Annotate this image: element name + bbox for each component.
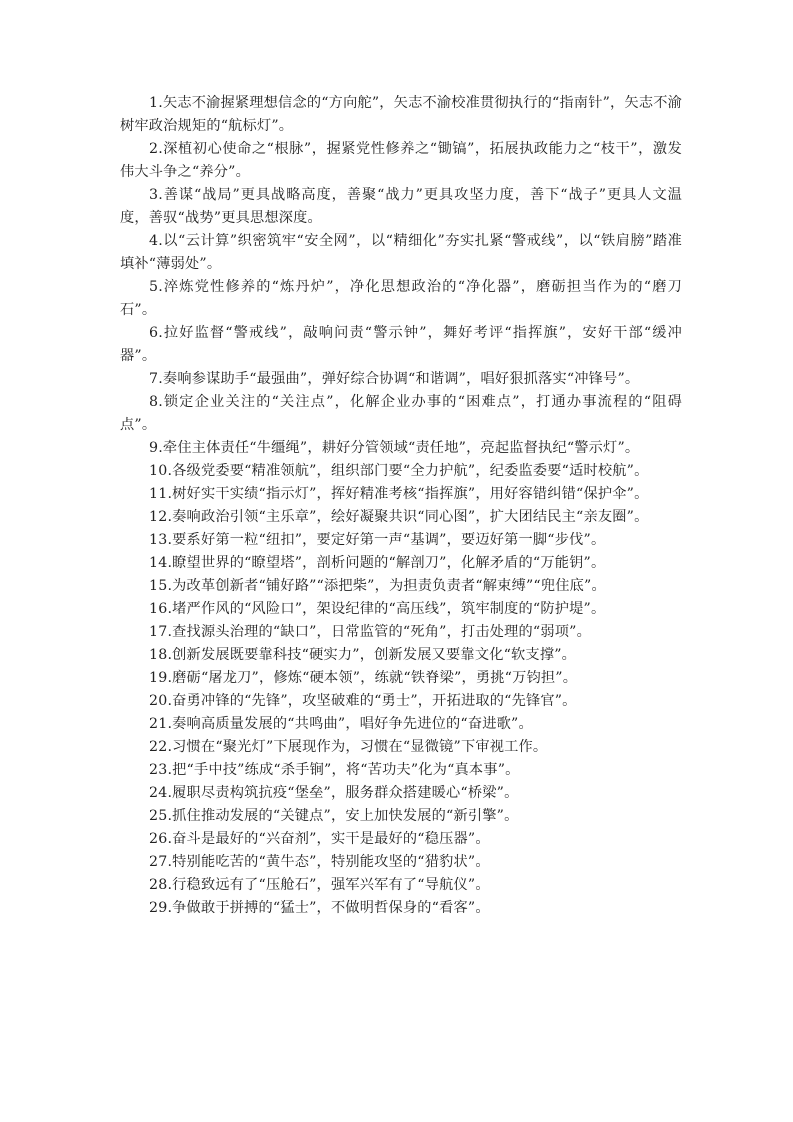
- list-item: 20.奋勇冲锋的“先锋”，攻坚破难的“勇士”，开拓进取的“先锋官”。: [149, 693, 577, 709]
- list-item: 5.淬炼党性修养的“炼丹炉”，净化思想政治的“净化器”，磨砺担当作为的“磨刀石”。: [120, 279, 682, 318]
- list-item: 24.履职尽责构筑抗疫“堡垒”，服务群众搭建暖心“桥梁”。: [149, 785, 519, 801]
- list-item: 2.深植初心使命之“根脉”，握紧党性修养之“锄镐”，拓展执政能力之“枝干”，激发伟大斗争之“养分”。: [120, 141, 682, 180]
- list-item: 9.牵住主体责任“牛缰绳”，耕好分管领域“责任地”，亮起监督执纪“警示灯”。: [149, 440, 640, 456]
- list-item: 14.瞭望世界的“瞭望塔”，剖析问题的“解剖刀”，化解矛盾的“万能钥”。: [149, 555, 606, 571]
- list-item: 29.争做敢于拼搏的“猛士”，不做明哲保身的“看客”。: [149, 900, 490, 916]
- list-item: 11.树好实干实绩“指示灯”，挥好精准考核“指挥旗”，用好容错纠错“保护伞”。: [149, 486, 649, 502]
- list-item: 4.以“云计算”织密筑牢“安全网”，以“精细化”夯实扎紧“警戒线”，以“铁肩膀”踏准填补“薄弱处”。: [120, 233, 682, 272]
- document-body: [120, 92, 682, 920]
- list-item: 1.矢志不渝握紧理想信念的“方向舵”，矢志不渝校准贯彻执行的“指南针”，矢志不渝树牢政治规矩的“航标灯”。: [120, 95, 682, 134]
- list-item: 28.行稳致远有了“压舱石”，强军兴军有了“导航仪”。: [149, 877, 490, 893]
- list-item: 25.抓住推动发展的“关键点”，安上加快发展的“新引擎”。: [149, 808, 519, 824]
- list-item: 10.各级党委要“精准领航”，组织部门要“全力护航”，纪委监委要“适时校航”。: [149, 463, 649, 479]
- list-item: 18.创新发展既要靠科技“硬实力”，创新发展又要靠文化“软支撑”。: [149, 647, 577, 663]
- list-item: 27.特别能吃苦的“黄牛态”，特别能攻坚的“猎豹状”。: [149, 854, 490, 870]
- list-item: 7.奏响参谋助手“最强曲”，弹好综合协调“和谐调”，唱好狠抓落实“冲锋号”。: [149, 371, 640, 387]
- list-item: 17.查找源头治理的“缺口”，日常监管的“死角”，打击处理的“弱项”。: [149, 624, 591, 640]
- list-item: 16.堵严作风的“风险口”，架设纪律的“高压线”，筑牢制度的“防护堤”。: [149, 601, 606, 617]
- list-item: 15.为改革创新者“铺好路”“添把柴”，为担责负责者“解束缚”“兜住底”。: [149, 578, 606, 594]
- list-item: 13.要系好第一粒“纽扣”，要定好第一声“基调”，要迈好第一脚“步伐”。: [149, 532, 606, 548]
- list-item: 8.锁定企业关注的“关注点”，化解企业办事的“困难点”，打通办事流程的“阻碍点”。: [120, 394, 682, 433]
- list-item: 3.善谋“战局”更具战略高度，善聚“战力”更具攻坚力度，善下“战子”更具人文温度，善驭“战势”更具思想深度。: [120, 187, 682, 226]
- list-item: 19.磨砺“屠龙刀”，修炼“硬本领”，练就“铁脊梁”，勇挑“万钧担”。: [149, 670, 578, 686]
- list-item: 26.奋斗是最好的“兴奋剂”，实干是最好的“稳压器”。: [149, 831, 490, 847]
- list-item: 12.奏响政治引领“主乐章”，绘好凝聚共识“同心图”，扩大团结民主“亲友圈”。: [149, 509, 649, 525]
- list-item: 22.习惯在“聚光灯”下展现作为，习惯在“显微镜”下审视工作。: [149, 739, 548, 755]
- list-item: 21.奏响高质量发展的“共鸣曲”，唱好争先进位的“奋进歌”。: [149, 716, 533, 732]
- list-item: 6.拉好监督“警戒线”，敲响问责“警示钟”，舞好考评“指挥旗”，安好干部“缓冲器”。: [120, 325, 682, 364]
- list-item: 23.把“手中技”练成“杀手锏”，将“苦功夫”化为“真本事”。: [149, 762, 520, 778]
